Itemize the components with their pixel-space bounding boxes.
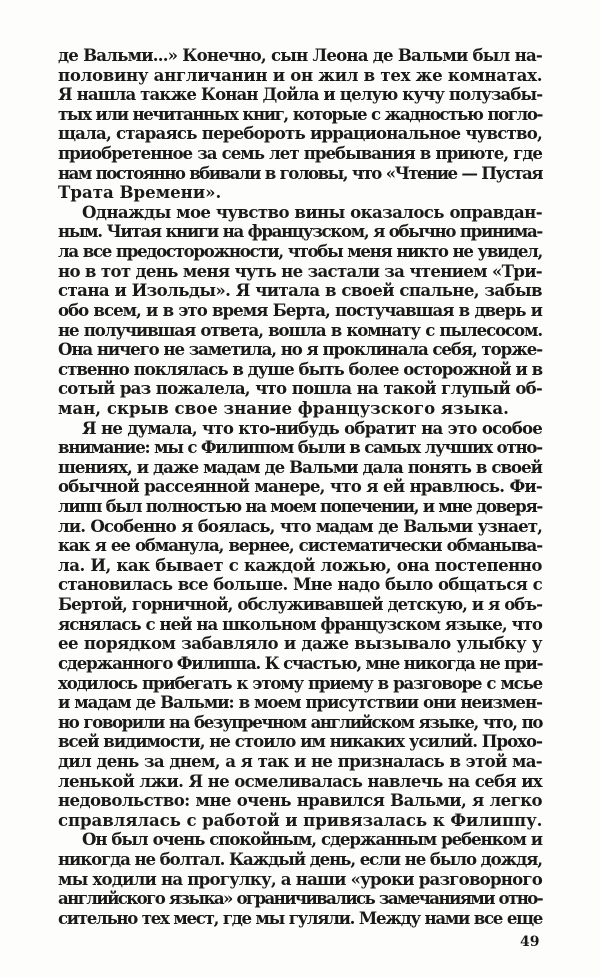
text-line: обо всем, и в это время Берта, постучавшая в дверь и [58, 299, 542, 320]
text-line: шениях, и даже мадам де Вальми дала понять в своей [58, 456, 542, 477]
text-line: становилась все больше. Мне надо было общаться с [58, 574, 542, 595]
text-line: ла все предосторожности, чтобы меня никто не увидел, [58, 241, 542, 262]
text-line: приобретенное за семь лет пребывания в приюте, где [58, 143, 542, 164]
text-line: Бертой, горничной, обслуживавшей детскую, и я объ- [58, 594, 542, 615]
text-line: никогда не болтал. Каждый день, если не было дождя, [58, 848, 542, 869]
text-line: ходилось прибегать к этому приему в разговоре с мсье [58, 672, 542, 693]
text-line: нам постоянно вбивали в головы, что «Чтение — Пустая [58, 162, 542, 183]
text-line: стана и Изольды». Я читала в своей спальне, забыв [58, 280, 542, 301]
text-line: яснялась с ней на школьном французском языке, что [58, 613, 542, 634]
text-line: Я не думала, что кто-нибудь обратит на это особое [82, 417, 542, 438]
text-line: дил день за днем, а я так и не призналась в этой ма- [58, 750, 542, 771]
text-line: ленькой лжи. Я не осмеливалась навлечь на себя их [58, 770, 542, 791]
text-line: ла. И, как бывает с каждой ложью, она постепенно [58, 554, 542, 575]
text-line: Я нашла также Конан Дойла и целую кучу полузабы- [58, 84, 543, 105]
text-line: недовольство: мне очень нравился Вальми, я легко [58, 790, 542, 811]
text-line: не получившая ответа, вошла в комнату с пылесосом. [58, 319, 542, 340]
text-line: внимание: мы с Филиппом были в самых лучших отно- [58, 437, 542, 458]
text-line: сотый раз пожалела, что пошла на такой глупый об- [58, 378, 542, 399]
text-line: ственно поклялась в душе быть более осторожной и в [58, 358, 543, 379]
text-line: сдержанного Филиппа. К счастью, мне никогда не при- [58, 652, 543, 673]
text-line: половину англичанин и он жил в тех же комнатах. [58, 64, 543, 85]
text-line: ман, скрыв свое знание французского языка. [58, 397, 509, 418]
text-line: тых или нечитанных книг, которые с жадностью погло- [58, 103, 542, 124]
text-line: обычной рассеянной манере, что я ей нравлюсь. Фи- [58, 476, 542, 497]
text-line: Она ничего не заметила, но я проклинала себя, торже- [58, 339, 542, 360]
text-line: де Вальми...» Конечно, сын Леона де Вальми был на- [58, 45, 542, 65]
text-line: справлялась с работой и привязалась к Филиппу. [58, 809, 543, 830]
text-line: ли. Особенно я боялась, что мадам де Вальми узнает, [58, 515, 542, 536]
page-body-text [58, 46, 542, 928]
text-line: мы ходили на прогулку, а наши «уроки разговорного [58, 868, 542, 889]
text-line: липп был полностью на моем попечении, и мне доверя- [58, 496, 542, 517]
text-line: Трата Времени». [58, 182, 222, 203]
text-line: но говорили на безупречном английском языке, что, по [58, 711, 542, 732]
text-line: как я ее обманула, вернее, систематически обманыва- [58, 535, 542, 556]
page-number: 49 [520, 934, 540, 950]
text-line: всей видимости, не стоило им никаких усилий. Прохо- [58, 731, 542, 752]
text-line: ным. Читая книги на французском, я обычно принима- [58, 221, 542, 242]
text-line: но в тот день меня чуть не застали за чтением «Три- [58, 260, 542, 281]
text-line: щала, стараясь перебороть иррациональное чувство, [58, 123, 542, 144]
text-line: английского языка» ограничивались замечаниями отно- [58, 888, 542, 909]
text-line: ее порядком забавляло и даже вызывало улыбку у [58, 633, 542, 654]
text-line: сительно тех мест, где мы гуляли. Между нами все еще [58, 907, 542, 928]
text-line: Он был очень спокойным, сдержанным ребенком и [82, 829, 542, 850]
text-line: и мадам де Вальми: в моем присутствии они неизмен- [58, 692, 542, 713]
text-line: Однажды мое чувство вины оказалось оправдан- [82, 201, 542, 222]
